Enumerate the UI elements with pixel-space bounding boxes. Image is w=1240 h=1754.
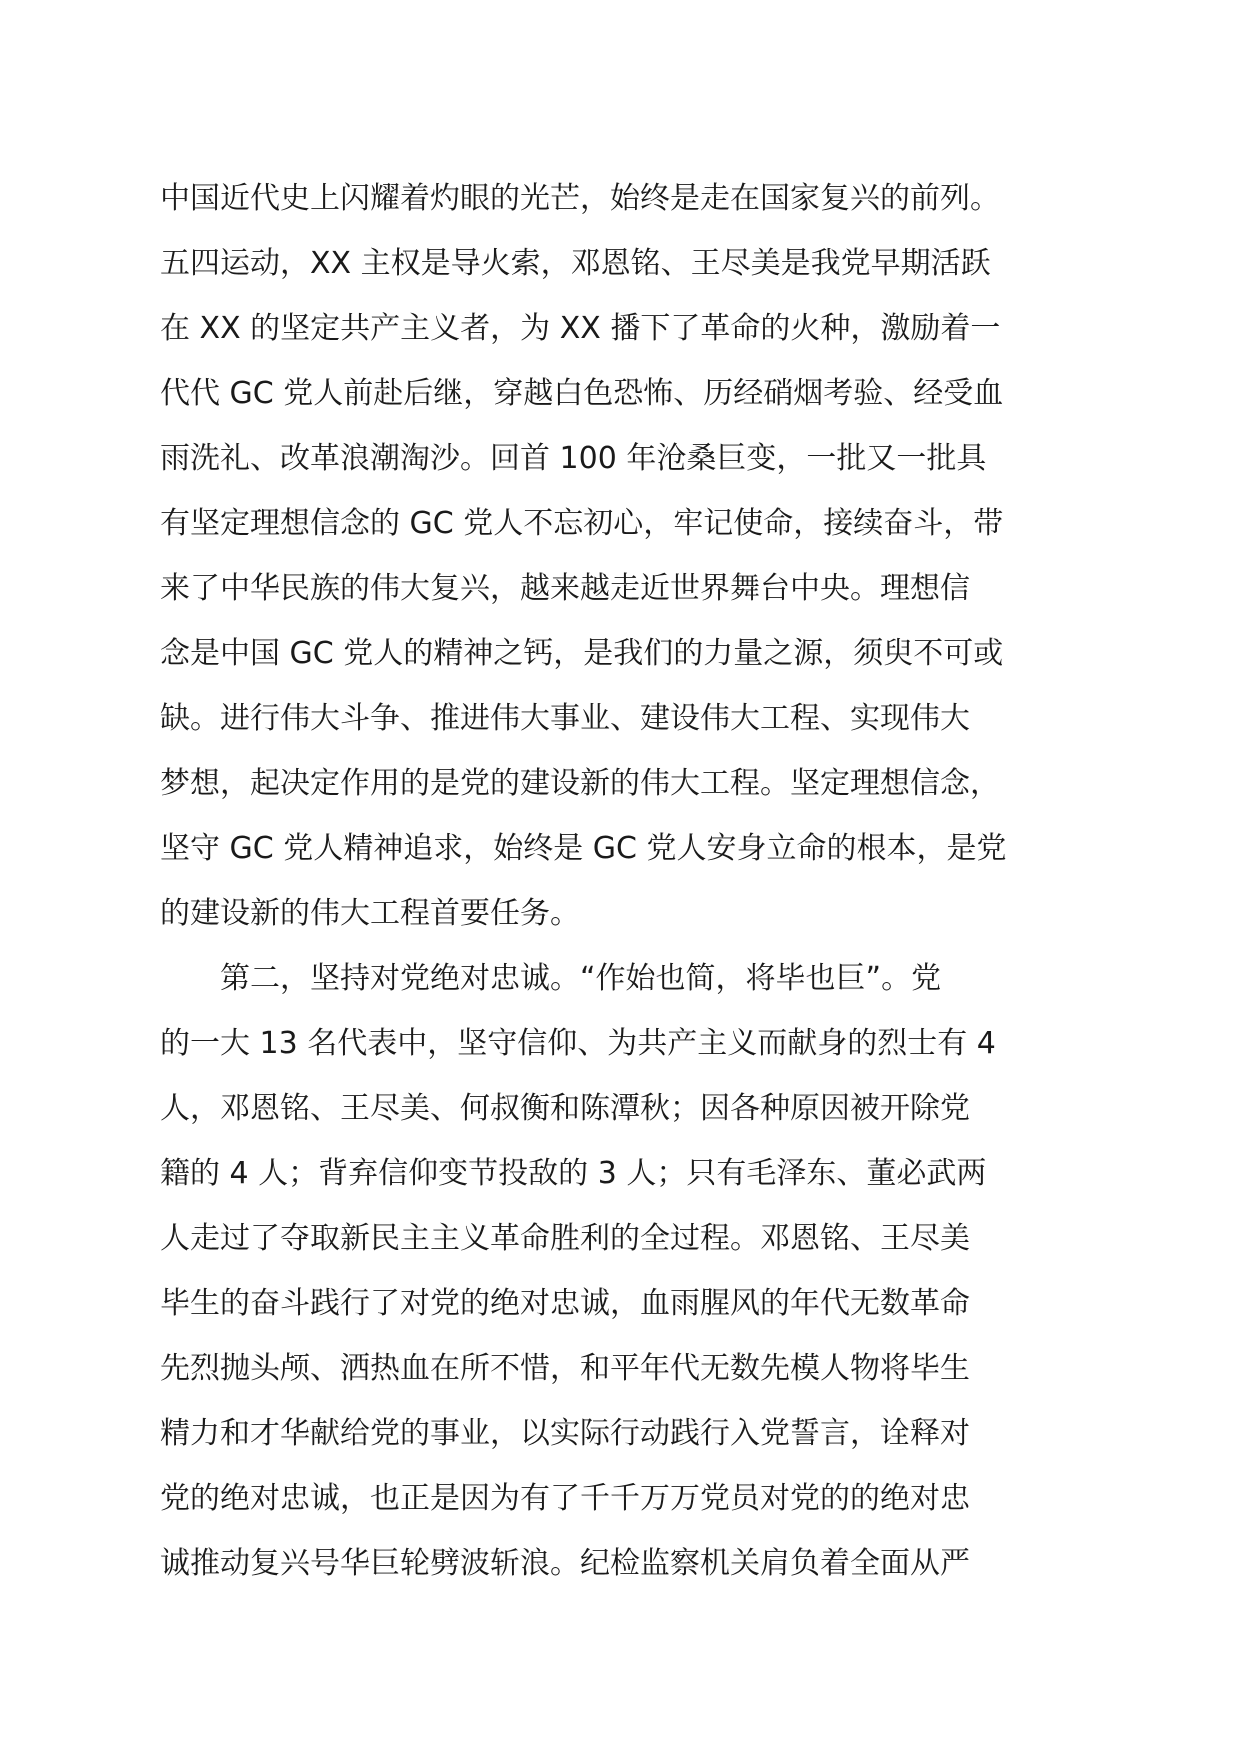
text-line: 的一大 13 名代表中，坚守信仰、为共产主义而献身的烈士有 4 xyxy=(160,1026,996,1061)
text-line: 党的绝对忠诚，也正是因为有了千千万万党员对党的的绝对忠 xyxy=(160,1481,970,1516)
text-line: 有坚定理想信念的 GC 党人不忘初心，牢记使命，接续奋斗，带 xyxy=(160,506,1004,541)
text-line: 先烈抛头颅、洒热血在所不惜，和平年代无数先模人物将毕生 xyxy=(160,1351,970,1386)
text-line: 的建设新的伟大工程首要任务。 xyxy=(160,896,580,931)
text-line: 五四运动，XX 主权是导火索，邓恩铭、王尽美是我党早期活跃 xyxy=(160,246,991,281)
text-line: 来了中华民族的伟大复兴，越来越走近世界舞台中央。理想信 xyxy=(160,571,970,606)
text-line: 人，邓恩铭、王尽美、何叔衡和陈潭秋；因各种原因被开除党 xyxy=(160,1091,970,1126)
text-line: 念是中国 GC 党人的精神之钙，是我们的力量之源，须臾不可或 xyxy=(160,636,1004,671)
text-line: 梦想，起决定作用的是党的建设新的伟大工程。坚定理想信念， xyxy=(160,766,1000,801)
text-line: 在 XX 的坚定共产主义者，为 XX 播下了革命的火种，激励着一 xyxy=(160,311,1001,346)
paragraph-start-line: 第二，坚持对党绝对忠诚。“作始也简，将毕也巨”。党 xyxy=(160,961,942,996)
body-text xyxy=(160,166,1120,1596)
text-line: 中国近代史上闪耀着灼眼的光芒，始终是走在国家复兴的前列。 xyxy=(160,181,1000,216)
text-line: 人走过了夺取新民主主义革命胜利的全过程。邓恩铭、王尽美 xyxy=(160,1221,970,1256)
text-line: 缺。进行伟大斗争、推进伟大事业、建设伟大工程、实现伟大 xyxy=(160,701,970,736)
text-line: 坚守 GC 党人精神追求，始终是 GC 党人安身立命的根本，是党 xyxy=(160,831,1007,866)
text-line: 代代 GC 党人前赴后继，穿越白色恐怖、历经硝烟考验、经受血 xyxy=(160,376,1004,411)
text-line: 毕生的奋斗践行了对党的绝对忠诚，血雨腥风的年代无数革命 xyxy=(160,1286,970,1321)
text-line: 雨洗礼、改革浪潮淘沙。回首 100 年沧桑巨变，一批又一批具 xyxy=(160,441,987,476)
text-line: 籍的 4 人；背弃信仰变节投敌的 3 人；只有毛泽东、董必武两 xyxy=(160,1156,987,1191)
text-line: 精力和才华献给党的事业，以实际行动践行入党誓言，诠释对 xyxy=(160,1416,970,1451)
text-line: 诚推动复兴号华巨轮劈波斩浪。纪检监察机关肩负着全面从严 xyxy=(160,1546,970,1581)
